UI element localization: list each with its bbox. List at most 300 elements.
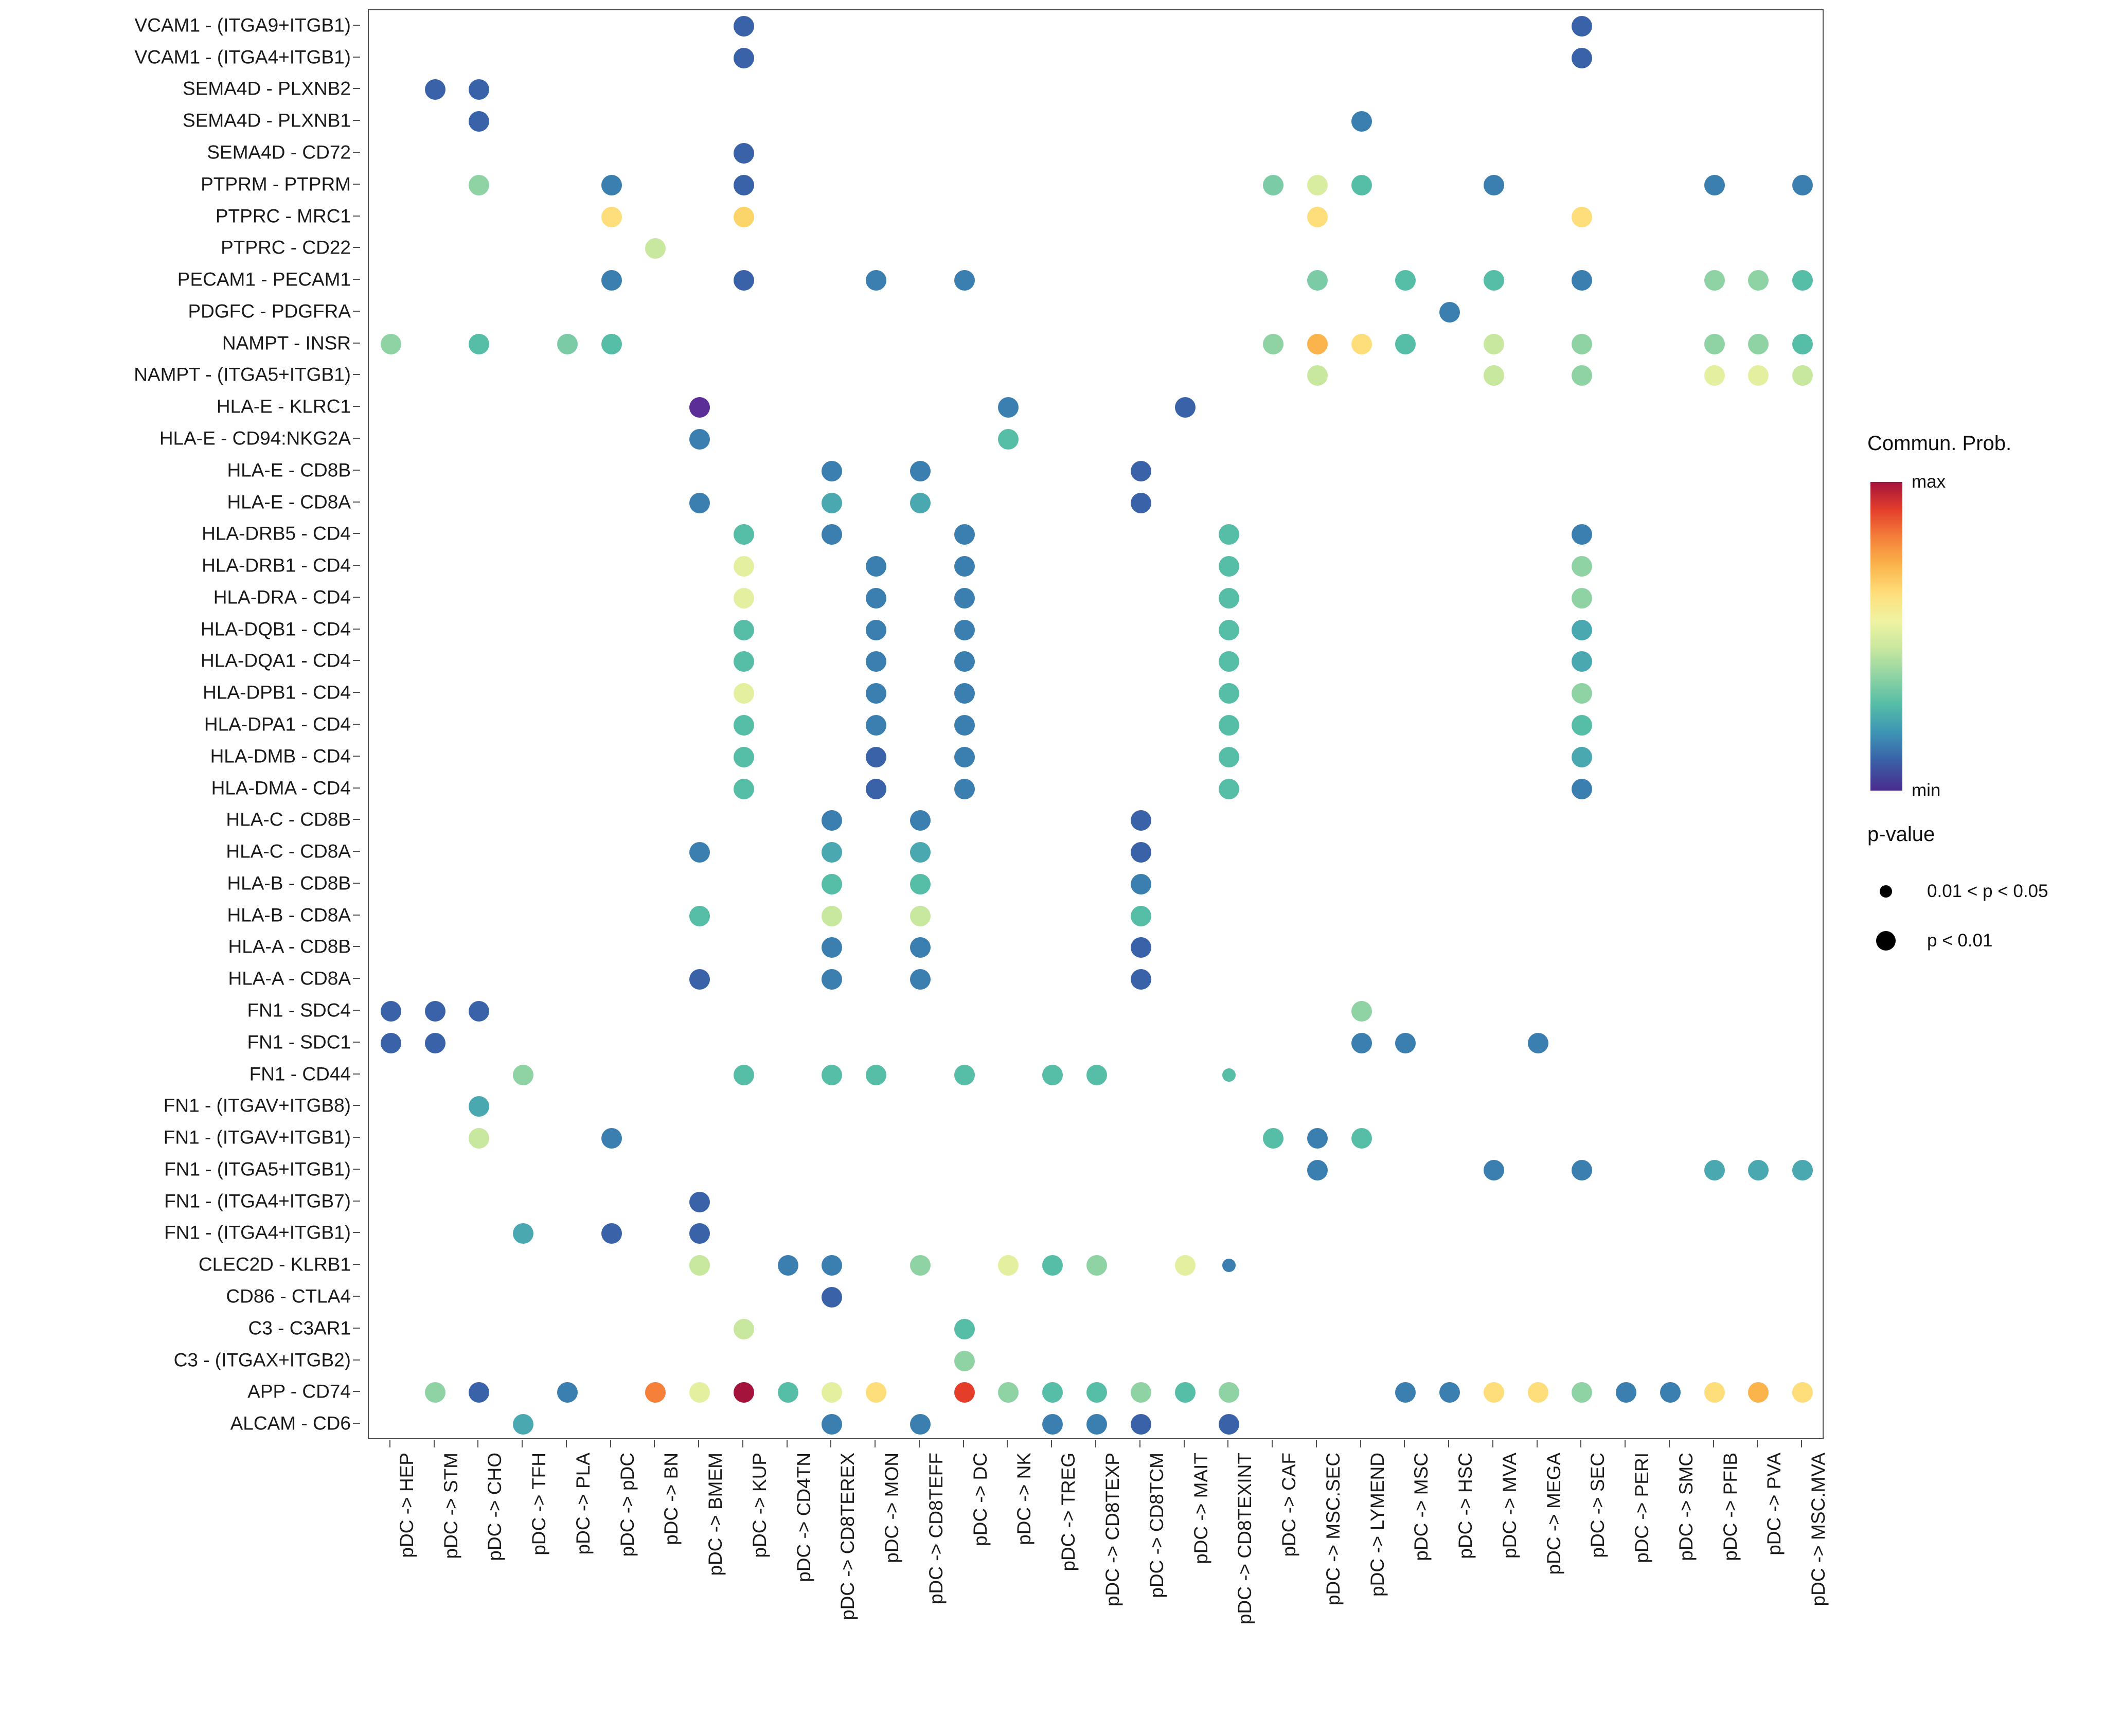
- x-axis-tick: [610, 1440, 611, 1447]
- y-axis-tick: [353, 946, 360, 947]
- data-point: [998, 1255, 1019, 1276]
- x-axis-tick-label: pDC -> LYMEND: [1366, 1453, 1388, 1597]
- colorbar-title: Commun. Prob.: [1867, 432, 2012, 455]
- data-point: [469, 1128, 489, 1149]
- x-axis-tick: [1492, 1440, 1493, 1447]
- y-axis-tick-label: VCAM1 - (ITGA4+ITGB1): [134, 46, 351, 68]
- data-point: [469, 1382, 489, 1403]
- y-axis-tick-label: ALCAM - CD6: [230, 1412, 351, 1434]
- data-point: [954, 683, 975, 704]
- y-axis-tick: [353, 25, 360, 26]
- data-point: [910, 969, 931, 990]
- data-point: [689, 842, 710, 863]
- data-point: [513, 1065, 533, 1085]
- data-point: [557, 334, 578, 354]
- data-point: [1131, 810, 1151, 831]
- y-axis-tick: [353, 1010, 360, 1011]
- data-point: [1792, 1160, 1813, 1180]
- data-point: [866, 620, 886, 640]
- x-axis-tick-label: pDC -> TFH: [528, 1453, 550, 1555]
- x-axis-tick-label: pDC -> CD8TCM: [1146, 1453, 1167, 1598]
- y-axis-tick-label: C3 - (ITGAX+ITGB2): [173, 1349, 351, 1371]
- y-axis-tick: [353, 184, 360, 185]
- y-axis-tick: [353, 915, 360, 916]
- data-point: [1484, 1382, 1504, 1403]
- data-point: [601, 175, 622, 195]
- data-point: [822, 1414, 842, 1435]
- data-point: [1792, 334, 1813, 354]
- data-point: [1792, 365, 1813, 386]
- x-axis-tick: [963, 1440, 964, 1447]
- y-axis-tick-label: FN1 - (ITGAV+ITGB1): [163, 1126, 351, 1148]
- y-axis-tick-label: HLA-E - KLRC1: [216, 396, 351, 417]
- data-point: [910, 906, 931, 926]
- data-point: [1263, 175, 1283, 195]
- x-axis-tick: [1227, 1440, 1228, 1447]
- data-point: [1704, 334, 1725, 354]
- y-axis-tick-label: SEMA4D - PLXNB2: [183, 78, 351, 99]
- data-point: [1219, 779, 1239, 799]
- data-point: [1307, 1160, 1328, 1180]
- data-point: [1219, 524, 1239, 545]
- y-axis-tick: [353, 788, 360, 789]
- pvalue-legend-row: [1867, 916, 2109, 965]
- data-point: [1307, 334, 1328, 354]
- x-axis-tick-label: pDC -> MON: [881, 1453, 903, 1563]
- data-point: [866, 651, 886, 672]
- x-axis-tick-label: pDC -> CD8TEREX: [837, 1453, 859, 1620]
- data-point: [689, 493, 710, 513]
- y-axis-tick: [353, 1359, 360, 1361]
- data-point: [998, 429, 1019, 450]
- data-point: [381, 1001, 401, 1022]
- x-axis-tick-label: pDC -> CD4TN: [793, 1453, 814, 1582]
- data-point: [1748, 270, 1769, 291]
- data-point: [910, 874, 931, 894]
- data-point: [954, 1382, 975, 1403]
- data-point: [1528, 1382, 1548, 1403]
- data-point: [822, 1255, 842, 1276]
- x-axis-tick: [1184, 1440, 1185, 1447]
- data-point: [1395, 1033, 1416, 1053]
- y-axis-tick: [353, 756, 360, 757]
- x-axis-tick-label: pDC -> BMEM: [705, 1453, 726, 1576]
- y-axis-tick-label: HLA-DQB1 - CD4: [201, 618, 351, 640]
- x-axis-tick-label: pDC -> HEP: [396, 1453, 417, 1558]
- x-axis-tick: [1713, 1440, 1714, 1447]
- data-point: [689, 1223, 710, 1244]
- x-axis-tick-label: pDC -> MVA: [1499, 1453, 1520, 1559]
- data-point: [910, 842, 931, 863]
- data-point: [1572, 779, 1592, 799]
- data-point: [381, 1033, 401, 1053]
- y-axis-tick-label: HLA-DQA1 - CD4: [201, 650, 351, 671]
- data-point: [425, 1382, 445, 1403]
- data-point: [954, 1351, 975, 1371]
- y-axis-tick: [353, 343, 360, 344]
- data-point: [1042, 1382, 1063, 1403]
- data-point: [601, 270, 622, 291]
- data-point: [1086, 1382, 1107, 1403]
- y-axis-tick: [353, 88, 360, 89]
- data-point: [1219, 715, 1239, 736]
- data-point: [1572, 207, 1592, 227]
- data-point: [1351, 1128, 1372, 1149]
- y-axis-tick: [353, 502, 360, 503]
- x-axis-tick: [434, 1440, 435, 1447]
- y-axis-tick: [353, 565, 360, 566]
- x-axis-tick: [522, 1440, 523, 1447]
- x-axis-tick-label: pDC -> PLA: [572, 1453, 594, 1555]
- colorbar-min-label: min: [1912, 780, 1941, 800]
- colorbar-wrap: [1867, 469, 2109, 803]
- y-axis-tick: [353, 1328, 360, 1329]
- data-point: [734, 524, 754, 545]
- data-point: [381, 334, 401, 354]
- x-axis-tick: [1669, 1440, 1670, 1447]
- data-point: [1572, 1160, 1592, 1180]
- data-point: [1175, 397, 1196, 418]
- data-point: [1086, 1414, 1107, 1435]
- data-point: [1351, 111, 1372, 132]
- x-axis-tick: [1316, 1440, 1317, 1447]
- data-point: [954, 1065, 975, 1085]
- x-axis-tick-label: pDC -> SMC: [1675, 1453, 1697, 1561]
- y-axis-tick-label: HLA-DPA1 - CD4: [204, 713, 351, 735]
- data-point: [1484, 175, 1504, 195]
- y-axis-tick: [353, 152, 360, 153]
- data-point: [1572, 524, 1592, 545]
- x-axis-tick-label: pDC -> KUP: [748, 1453, 770, 1558]
- data-point: [998, 1382, 1019, 1403]
- y-axis-tick: [353, 216, 360, 217]
- y-axis-tick-label: FN1 - CD44: [249, 1063, 351, 1085]
- x-axis-tick: [1272, 1440, 1273, 1447]
- y-axis-tick-label: HLA-A - CD8A: [228, 968, 351, 989]
- data-point: [954, 779, 975, 799]
- y-axis-tick-label: CLEC2D - KLRB1: [198, 1254, 351, 1275]
- data-point: [601, 207, 622, 227]
- x-axis-tick-label: pDC -> CD8TEXINT: [1234, 1453, 1256, 1625]
- data-point: [822, 524, 842, 545]
- y-axis-tick: [353, 978, 360, 979]
- y-axis-tick: [353, 1105, 360, 1106]
- y-axis-tick-label: HLA-C - CD8A: [226, 840, 351, 862]
- y-axis-tick: [353, 120, 360, 121]
- y-axis-tick: [353, 819, 360, 820]
- y-axis-tick-label: FN1 - (ITGAV+ITGB8): [163, 1095, 351, 1116]
- y-axis-tick: [353, 1423, 360, 1424]
- y-axis-tick-label: C3 - C3AR1: [248, 1317, 351, 1339]
- data-point: [689, 1382, 710, 1403]
- colorbar-max-label: max: [1912, 472, 1946, 492]
- data-point: [601, 1128, 622, 1149]
- data-point: [1395, 270, 1416, 291]
- data-point: [1572, 651, 1592, 672]
- x-axis-tick: [742, 1440, 743, 1447]
- data-point: [822, 874, 842, 894]
- y-axis-tick: [353, 311, 360, 312]
- y-axis-tick: [353, 470, 360, 471]
- x-axis-tick: [1095, 1440, 1096, 1447]
- y-axis-tick-label: HLA-E - CD8A: [227, 491, 351, 513]
- y-axis-tick-label: PDGFC - PDGFRA: [188, 300, 351, 322]
- y-axis-tick: [353, 629, 360, 630]
- data-point: [954, 588, 975, 609]
- y-axis-tick-label: SEMA4D - CD72: [207, 141, 351, 163]
- x-axis-tick-label: pDC -> MEGA: [1543, 1453, 1564, 1575]
- y-axis-tick-label: FN1 - (ITGA4+ITGB7): [164, 1190, 351, 1212]
- x-axis-tick: [1051, 1440, 1052, 1447]
- data-point: [1042, 1255, 1063, 1276]
- data-point: [1572, 334, 1592, 354]
- data-point: [1572, 365, 1592, 386]
- data-point: [910, 937, 931, 958]
- x-axis-tick-label: pDC -> CD8TEXP: [1102, 1453, 1123, 1607]
- data-point: [1748, 1382, 1769, 1403]
- x-axis-tick-label: pDC -> TREG: [1058, 1453, 1079, 1571]
- y-axis-tick-label: HLA-DRA - CD4: [213, 586, 351, 608]
- data-point: [1572, 715, 1592, 736]
- x-axis-tick: [875, 1440, 876, 1447]
- y-axis-tick: [353, 374, 360, 375]
- data-point: [1263, 1128, 1283, 1149]
- y-axis-tick: [353, 692, 360, 693]
- y-axis-tick: [353, 660, 360, 661]
- data-point: [734, 620, 754, 640]
- data-point: [822, 461, 842, 481]
- y-axis-tick-label: HLA-E - CD8B: [227, 459, 351, 481]
- data-point: [1219, 556, 1239, 577]
- data-point: [1307, 270, 1328, 291]
- y-axis-tick: [353, 1296, 360, 1297]
- data-point: [822, 937, 842, 958]
- data-point: [954, 620, 975, 640]
- data-point: [1395, 334, 1416, 354]
- y-axis-tick-label: HLA-E - CD94:NKG2A: [159, 427, 351, 449]
- data-point: [734, 556, 754, 577]
- pvalue-label-large: p < 0.01: [1927, 930, 1993, 951]
- y-axis-tick: [353, 597, 360, 598]
- data-point: [1704, 270, 1725, 291]
- data-point: [1484, 270, 1504, 291]
- data-point: [1219, 620, 1239, 640]
- data-point: [1219, 683, 1239, 704]
- data-point: [734, 588, 754, 609]
- data-point: [1219, 1382, 1239, 1403]
- y-axis-tick-label: SEMA4D - PLXNB1: [183, 110, 351, 131]
- data-point: [734, 1382, 754, 1403]
- data-point: [469, 111, 489, 132]
- data-point: [645, 238, 666, 259]
- y-axis-tick: [353, 438, 360, 439]
- data-point: [1792, 270, 1813, 291]
- y-axis-tick: [353, 406, 360, 407]
- x-axis-tick: [1537, 1440, 1538, 1447]
- data-point: [910, 493, 931, 513]
- data-point: [954, 747, 975, 767]
- data-point: [1484, 365, 1504, 386]
- data-point: [689, 906, 710, 926]
- x-axis-tick-label: pDC -> MSC.SEC: [1322, 1453, 1344, 1606]
- legend-area: [1867, 432, 2109, 998]
- y-axis-tick-label: HLA-DPB1 - CD4: [203, 682, 351, 703]
- data-point: [866, 588, 886, 609]
- data-point: [689, 1255, 710, 1276]
- data-point: [1131, 842, 1151, 863]
- data-point: [601, 1223, 622, 1244]
- data-point: [822, 810, 842, 831]
- pvalue-dot-small: [1880, 885, 1892, 898]
- data-point: [1263, 334, 1283, 354]
- x-axis-tick: [566, 1440, 567, 1447]
- data-point: [1528, 1033, 1548, 1053]
- data-point: [822, 1287, 842, 1308]
- data-point: [1086, 1065, 1107, 1085]
- data-point: [1131, 1382, 1151, 1403]
- data-point: [910, 1255, 931, 1276]
- y-axis-tick-label: HLA-DRB5 - CD4: [202, 523, 351, 544]
- x-axis-tick-label: pDC -> MSC: [1411, 1453, 1432, 1561]
- x-axis-tick: [477, 1440, 478, 1447]
- plot-panel: [368, 9, 1824, 1439]
- data-point: [1351, 1033, 1372, 1053]
- data-point: [1131, 937, 1151, 958]
- data-point: [469, 175, 489, 195]
- y-axis-tick-label: HLA-A - CD8B: [228, 936, 351, 957]
- data-point: [1222, 1259, 1236, 1272]
- pvalue-legend-row: [1867, 867, 2109, 916]
- data-point: [954, 651, 975, 672]
- data-point: [1351, 1001, 1372, 1022]
- data-point: [954, 1319, 975, 1339]
- x-axis-tick-label: pDC -> STM: [440, 1453, 461, 1559]
- data-point: [734, 48, 754, 68]
- data-point: [778, 1382, 798, 1403]
- data-point: [1616, 1382, 1636, 1403]
- data-point: [734, 683, 754, 704]
- y-axis-tick-label: VCAM1 - (ITGA9+ITGB1): [134, 14, 351, 36]
- data-point: [954, 270, 975, 291]
- x-axis-tick: [830, 1440, 831, 1447]
- data-point: [557, 1382, 578, 1403]
- data-point: [1307, 1128, 1328, 1149]
- data-point: [469, 334, 489, 354]
- y-axis-tick-label: PECAM1 - PECAM1: [177, 269, 351, 290]
- data-point: [1042, 1414, 1063, 1435]
- data-point: [1307, 365, 1328, 386]
- data-point: [1484, 1160, 1504, 1180]
- data-point: [910, 810, 931, 831]
- data-point: [866, 556, 886, 577]
- y-axis-tick: [353, 724, 360, 725]
- data-point: [1748, 365, 1769, 386]
- x-axis-tick-label: pDC -> PFIB: [1719, 1453, 1741, 1561]
- data-point: [1572, 16, 1592, 37]
- data-point: [734, 1065, 754, 1085]
- y-axis-tick: [353, 1042, 360, 1043]
- pvalue-legend-title: p-value: [1867, 823, 1935, 846]
- data-point: [1660, 1382, 1681, 1403]
- data-point: [734, 16, 754, 37]
- data-point: [822, 1382, 842, 1403]
- y-axis-tick: [353, 883, 360, 884]
- data-point: [1792, 175, 1813, 195]
- data-point: [1131, 969, 1151, 990]
- data-point: [734, 779, 754, 799]
- y-axis-tick-label: CD86 - CTLA4: [226, 1285, 351, 1307]
- y-axis-tick-label: FN1 - (ITGA5+ITGB1): [164, 1158, 351, 1180]
- x-axis-tick-label: pDC -> BN: [661, 1453, 682, 1545]
- data-point: [734, 143, 754, 164]
- data-point: [778, 1255, 798, 1276]
- data-point: [425, 79, 445, 100]
- y-axis-tick: [353, 851, 360, 852]
- x-axis-tick: [1625, 1440, 1626, 1447]
- x-axis-tick-label: pDC -> MAIT: [1190, 1453, 1211, 1564]
- x-axis-tick: [1801, 1440, 1802, 1447]
- data-point: [1748, 1160, 1769, 1180]
- data-point: [1131, 461, 1151, 481]
- y-axis-tick-label: NAMPT - INSR: [222, 332, 351, 354]
- data-point: [734, 715, 754, 736]
- y-axis-tick: [353, 279, 360, 280]
- data-point: [513, 1414, 533, 1435]
- x-axis-tick-label: pDC -> CAF: [1278, 1453, 1300, 1557]
- data-point: [734, 175, 754, 195]
- data-point: [822, 969, 842, 990]
- y-axis-tick-label: FN1 - (ITGA4+ITGB1): [164, 1222, 351, 1243]
- x-axis-tick-label: pDC -> NK: [1013, 1453, 1035, 1545]
- data-point: [1572, 683, 1592, 704]
- colorbar-gradient: [1870, 482, 1902, 791]
- data-point: [1572, 1382, 1592, 1403]
- data-point: [866, 1065, 886, 1085]
- data-point: [1439, 302, 1460, 323]
- data-point: [1439, 1382, 1460, 1403]
- data-point: [954, 556, 975, 577]
- data-point: [822, 842, 842, 863]
- y-axis-tick: [353, 1169, 360, 1170]
- x-axis-tick: [919, 1440, 920, 1447]
- data-point: [1131, 493, 1151, 513]
- x-axis-tick-label: pDC -> HSC: [1455, 1453, 1476, 1559]
- data-point: [1131, 1414, 1151, 1435]
- x-axis-tick: [1580, 1440, 1581, 1447]
- data-point: [1307, 175, 1328, 195]
- data-point: [1175, 1382, 1196, 1403]
- x-axis-tick-label: pDC -> pDC: [616, 1453, 638, 1557]
- y-axis-tick: [353, 1073, 360, 1075]
- x-axis-tick-label: pDC -> MSC.MVA: [1808, 1453, 1829, 1606]
- y-axis-tick-label: FN1 - SDC1: [247, 1031, 351, 1053]
- y-axis-tick-label: HLA-DMB - CD4: [210, 745, 351, 767]
- data-point: [1131, 906, 1151, 926]
- x-axis-tick: [1007, 1440, 1008, 1447]
- data-point: [469, 79, 489, 100]
- data-point: [1572, 48, 1592, 68]
- data-point: [425, 1033, 445, 1053]
- data-point: [601, 334, 622, 354]
- data-point: [689, 969, 710, 990]
- pvalue-label-small: 0.01 < p < 0.05: [1927, 881, 2048, 901]
- x-axis-tick-label: pDC -> CD8TEFF: [925, 1453, 947, 1605]
- y-axis-tick-label: NAMPT - (ITGA5+ITGB1): [134, 364, 351, 385]
- data-point: [866, 715, 886, 736]
- y-axis-tick: [353, 1232, 360, 1233]
- data-point: [469, 1096, 489, 1117]
- data-point: [645, 1382, 666, 1403]
